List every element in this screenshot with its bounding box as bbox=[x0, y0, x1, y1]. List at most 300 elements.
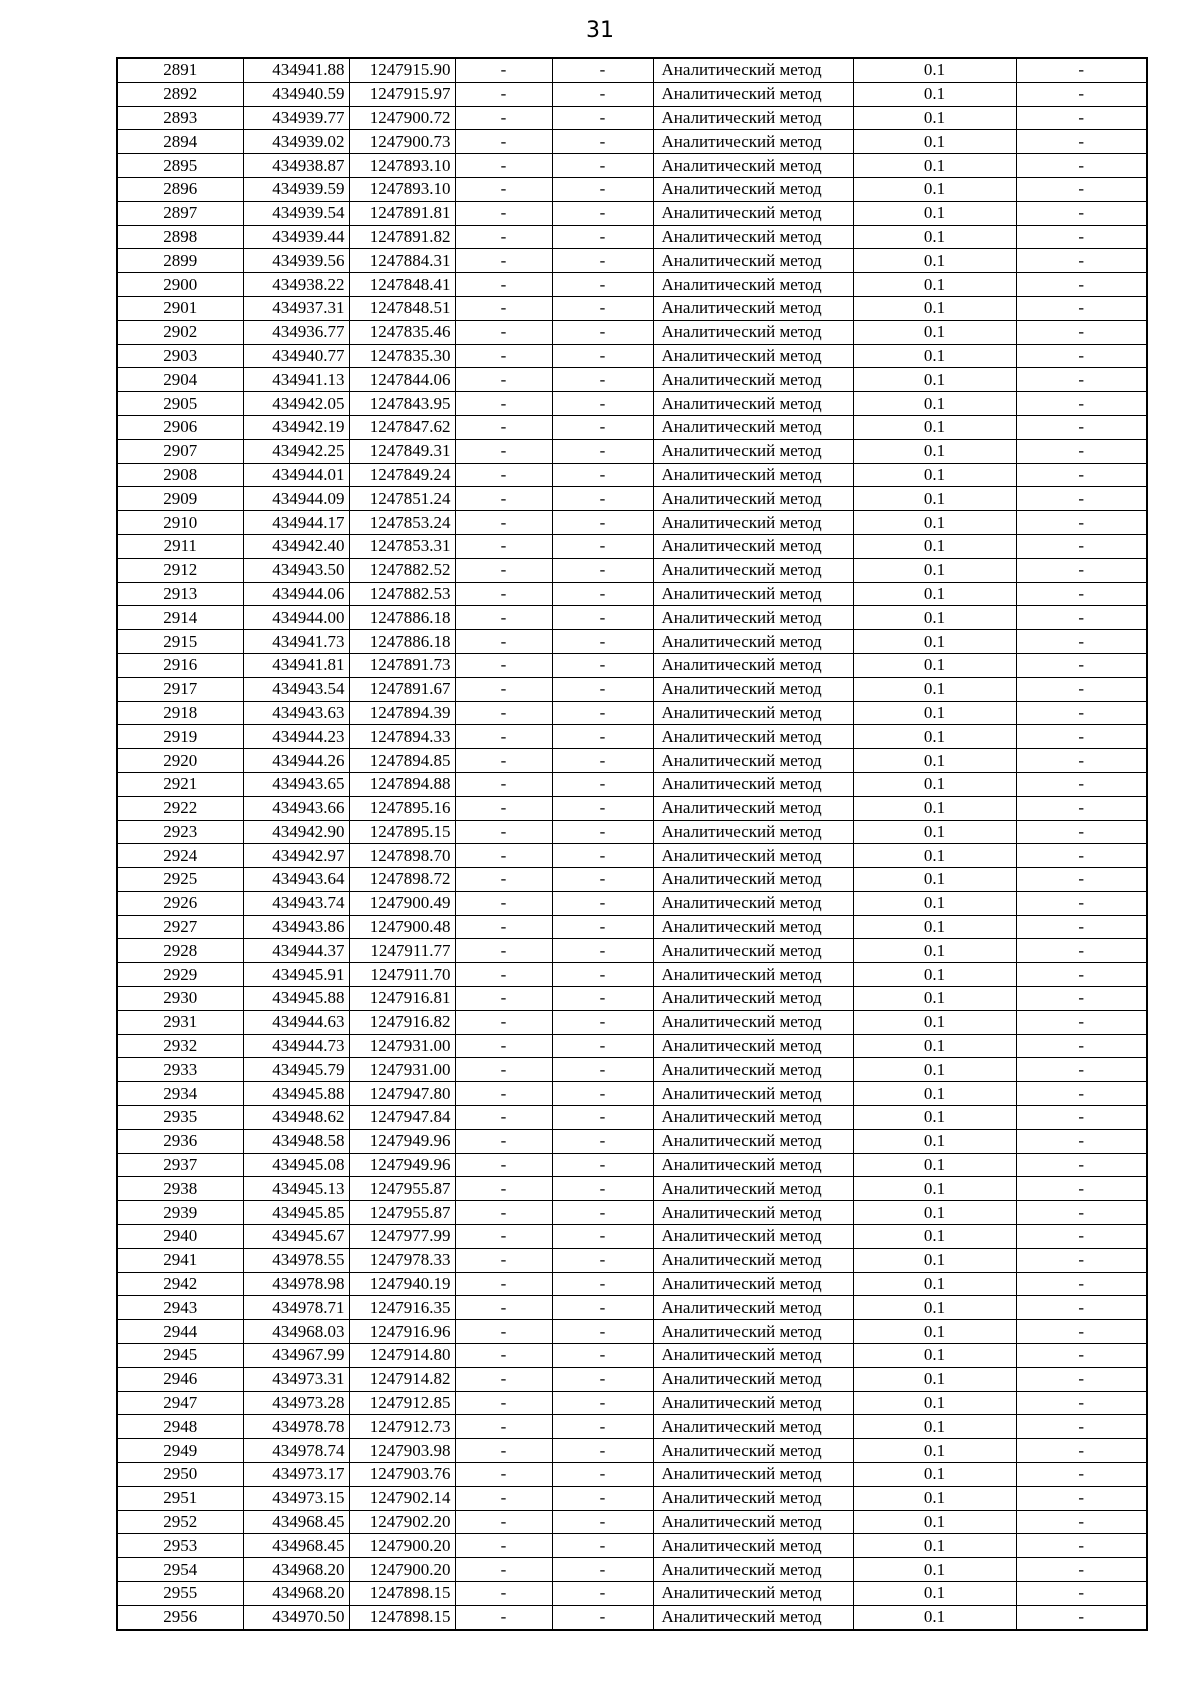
point-number-cell: 2929 bbox=[117, 963, 243, 987]
table-row bbox=[117, 1225, 1147, 1249]
empty-value-cell: - bbox=[455, 1034, 552, 1058]
empty-value-cell: - bbox=[455, 463, 552, 487]
empty-value-cell: - bbox=[1016, 558, 1147, 582]
empty-value-cell: - bbox=[1016, 1296, 1147, 1320]
empty-value-cell: - bbox=[455, 154, 552, 178]
table-row bbox=[117, 582, 1147, 606]
x-coordinate-cell: 434968.45 bbox=[243, 1510, 349, 1534]
empty-value-cell: - bbox=[552, 1248, 653, 1272]
empty-value-cell: - bbox=[455, 1153, 552, 1177]
table-row bbox=[117, 939, 1147, 963]
x-coordinate-cell: 434973.28 bbox=[243, 1391, 349, 1415]
y-coordinate-cell: 1247900.20 bbox=[349, 1558, 455, 1582]
method-cell: Аналитический метод bbox=[653, 1248, 853, 1272]
empty-value-cell: - bbox=[455, 177, 552, 201]
table-row bbox=[117, 1153, 1147, 1177]
empty-value-cell: - bbox=[1016, 772, 1147, 796]
accuracy-cell: 0.1 bbox=[853, 1106, 1016, 1130]
empty-value-cell: - bbox=[455, 939, 552, 963]
empty-value-cell: - bbox=[1016, 1367, 1147, 1391]
point-number-cell: 2948 bbox=[117, 1415, 243, 1439]
table-row bbox=[117, 701, 1147, 725]
x-coordinate-cell: 434941.88 bbox=[243, 58, 349, 82]
empty-value-cell: - bbox=[1016, 677, 1147, 701]
y-coordinate-cell: 1247902.20 bbox=[349, 1510, 455, 1534]
x-coordinate-cell: 434945.88 bbox=[243, 987, 349, 1011]
point-number-cell: 2904 bbox=[117, 368, 243, 392]
method-cell: Аналитический метод bbox=[653, 1415, 853, 1439]
table-row bbox=[117, 106, 1147, 130]
table-row bbox=[117, 1486, 1147, 1510]
table-row bbox=[117, 891, 1147, 915]
empty-value-cell: - bbox=[1016, 1320, 1147, 1344]
accuracy-cell: 0.1 bbox=[853, 1058, 1016, 1082]
empty-value-cell: - bbox=[552, 1296, 653, 1320]
empty-value-cell: - bbox=[1016, 487, 1147, 511]
accuracy-cell: 0.1 bbox=[853, 130, 1016, 154]
point-number-cell: 2893 bbox=[117, 106, 243, 130]
empty-value-cell: - bbox=[552, 511, 653, 535]
y-coordinate-cell: 1247949.96 bbox=[349, 1153, 455, 1177]
x-coordinate-cell: 434941.81 bbox=[243, 653, 349, 677]
empty-value-cell: - bbox=[552, 1439, 653, 1463]
x-coordinate-cell: 434944.00 bbox=[243, 606, 349, 630]
empty-value-cell: - bbox=[455, 1177, 552, 1201]
table-row bbox=[117, 344, 1147, 368]
point-number-cell: 2930 bbox=[117, 987, 243, 1011]
accuracy-cell: 0.1 bbox=[853, 582, 1016, 606]
point-number-cell: 2944 bbox=[117, 1320, 243, 1344]
empty-value-cell: - bbox=[455, 273, 552, 297]
empty-value-cell: - bbox=[1016, 796, 1147, 820]
point-number-cell: 2936 bbox=[117, 1129, 243, 1153]
empty-value-cell: - bbox=[455, 582, 552, 606]
table-row bbox=[117, 1129, 1147, 1153]
accuracy-cell: 0.1 bbox=[853, 915, 1016, 939]
accuracy-cell: 0.1 bbox=[853, 1034, 1016, 1058]
y-coordinate-cell: 1247893.10 bbox=[349, 154, 455, 178]
accuracy-cell: 0.1 bbox=[853, 1367, 1016, 1391]
empty-value-cell: - bbox=[552, 725, 653, 749]
x-coordinate-cell: 434968.20 bbox=[243, 1558, 349, 1582]
empty-value-cell: - bbox=[1016, 915, 1147, 939]
y-coordinate-cell: 1247849.31 bbox=[349, 439, 455, 463]
empty-value-cell: - bbox=[552, 1177, 653, 1201]
point-number-cell: 2918 bbox=[117, 701, 243, 725]
empty-value-cell: - bbox=[552, 1129, 653, 1153]
accuracy-cell: 0.1 bbox=[853, 1225, 1016, 1249]
y-coordinate-cell: 1247900.20 bbox=[349, 1534, 455, 1558]
y-coordinate-cell: 1247895.16 bbox=[349, 796, 455, 820]
y-coordinate-cell: 1247893.10 bbox=[349, 177, 455, 201]
empty-value-cell: - bbox=[1016, 1034, 1147, 1058]
y-coordinate-cell: 1247882.52 bbox=[349, 558, 455, 582]
point-number-cell: 2913 bbox=[117, 582, 243, 606]
table-row bbox=[117, 249, 1147, 273]
point-number-cell: 2905 bbox=[117, 392, 243, 416]
point-number-cell: 2897 bbox=[117, 201, 243, 225]
empty-value-cell: - bbox=[552, 987, 653, 1011]
x-coordinate-cell: 434943.86 bbox=[243, 915, 349, 939]
method-cell: Аналитический метод bbox=[653, 511, 853, 535]
table-body bbox=[117, 58, 1147, 1630]
empty-value-cell: - bbox=[1016, 249, 1147, 273]
accuracy-cell: 0.1 bbox=[853, 392, 1016, 416]
y-coordinate-cell: 1247977.99 bbox=[349, 1225, 455, 1249]
empty-value-cell: - bbox=[552, 844, 653, 868]
accuracy-cell: 0.1 bbox=[853, 1272, 1016, 1296]
y-coordinate-cell: 1247835.30 bbox=[349, 344, 455, 368]
x-coordinate-cell: 434939.02 bbox=[243, 130, 349, 154]
x-coordinate-cell: 434943.64 bbox=[243, 868, 349, 892]
accuracy-cell: 0.1 bbox=[853, 58, 1016, 82]
method-cell: Аналитический метод bbox=[653, 1153, 853, 1177]
accuracy-cell: 0.1 bbox=[853, 749, 1016, 773]
method-cell: Аналитический метод bbox=[653, 1129, 853, 1153]
table-row bbox=[117, 368, 1147, 392]
empty-value-cell: - bbox=[552, 1225, 653, 1249]
point-number-cell: 2953 bbox=[117, 1534, 243, 1558]
empty-value-cell: - bbox=[1016, 1082, 1147, 1106]
empty-value-cell: - bbox=[552, 1582, 653, 1606]
y-coordinate-cell: 1247916.81 bbox=[349, 987, 455, 1011]
accuracy-cell: 0.1 bbox=[853, 1463, 1016, 1487]
empty-value-cell: - bbox=[1016, 273, 1147, 297]
empty-value-cell: - bbox=[552, 296, 653, 320]
table-row bbox=[117, 653, 1147, 677]
empty-value-cell: - bbox=[455, 1367, 552, 1391]
empty-value-cell: - bbox=[552, 58, 653, 82]
point-number-cell: 2924 bbox=[117, 844, 243, 868]
method-cell: Аналитический метод bbox=[653, 939, 853, 963]
empty-value-cell: - bbox=[455, 725, 552, 749]
y-coordinate-cell: 1247955.87 bbox=[349, 1201, 455, 1225]
empty-value-cell: - bbox=[1016, 1582, 1147, 1606]
x-coordinate-cell: 434939.44 bbox=[243, 225, 349, 249]
empty-value-cell: - bbox=[455, 1415, 552, 1439]
empty-value-cell: - bbox=[1016, 749, 1147, 773]
accuracy-cell: 0.1 bbox=[853, 225, 1016, 249]
empty-value-cell: - bbox=[552, 749, 653, 773]
empty-value-cell: - bbox=[552, 177, 653, 201]
empty-value-cell: - bbox=[552, 606, 653, 630]
y-coordinate-cell: 1247851.24 bbox=[349, 487, 455, 511]
method-cell: Аналитический метод bbox=[653, 487, 853, 511]
table-row bbox=[117, 154, 1147, 178]
accuracy-cell: 0.1 bbox=[853, 487, 1016, 511]
y-coordinate-cell: 1247891.81 bbox=[349, 201, 455, 225]
point-number-cell: 2926 bbox=[117, 891, 243, 915]
empty-value-cell: - bbox=[1016, 891, 1147, 915]
table-row bbox=[117, 868, 1147, 892]
y-coordinate-cell: 1247848.51 bbox=[349, 296, 455, 320]
accuracy-cell: 0.1 bbox=[853, 772, 1016, 796]
empty-value-cell: - bbox=[1016, 1248, 1147, 1272]
x-coordinate-cell: 434948.62 bbox=[243, 1106, 349, 1130]
table-row bbox=[117, 225, 1147, 249]
point-number-cell: 2899 bbox=[117, 249, 243, 273]
y-coordinate-cell: 1247847.62 bbox=[349, 415, 455, 439]
accuracy-cell: 0.1 bbox=[853, 796, 1016, 820]
empty-value-cell: - bbox=[455, 1558, 552, 1582]
empty-value-cell: - bbox=[1016, 177, 1147, 201]
empty-value-cell: - bbox=[552, 1344, 653, 1368]
empty-value-cell: - bbox=[1016, 463, 1147, 487]
point-number-cell: 2900 bbox=[117, 273, 243, 297]
accuracy-cell: 0.1 bbox=[853, 320, 1016, 344]
method-cell: Аналитический метод bbox=[653, 1177, 853, 1201]
table-row bbox=[117, 392, 1147, 416]
empty-value-cell: - bbox=[1016, 1605, 1147, 1629]
accuracy-cell: 0.1 bbox=[853, 1510, 1016, 1534]
point-number-cell: 2947 bbox=[117, 1391, 243, 1415]
method-cell: Аналитический метод bbox=[653, 1344, 853, 1368]
empty-value-cell: - bbox=[455, 1058, 552, 1082]
table-row bbox=[117, 1510, 1147, 1534]
table-row bbox=[117, 1320, 1147, 1344]
method-cell: Аналитический метод bbox=[653, 1439, 853, 1463]
empty-value-cell: - bbox=[1016, 320, 1147, 344]
empty-value-cell: - bbox=[455, 677, 552, 701]
empty-value-cell: - bbox=[552, 963, 653, 987]
empty-value-cell: - bbox=[1016, 1272, 1147, 1296]
empty-value-cell: - bbox=[1016, 725, 1147, 749]
empty-value-cell: - bbox=[552, 1486, 653, 1510]
table-row bbox=[117, 725, 1147, 749]
empty-value-cell: - bbox=[1016, 844, 1147, 868]
table-row bbox=[117, 844, 1147, 868]
method-cell: Аналитический метод bbox=[653, 582, 853, 606]
empty-value-cell: - bbox=[1016, 1058, 1147, 1082]
empty-value-cell: - bbox=[552, 225, 653, 249]
method-cell: Аналитический метод bbox=[653, 58, 853, 82]
x-coordinate-cell: 434978.98 bbox=[243, 1272, 349, 1296]
x-coordinate-cell: 434939.56 bbox=[243, 249, 349, 273]
y-coordinate-cell: 1247898.70 bbox=[349, 844, 455, 868]
y-coordinate-cell: 1247894.39 bbox=[349, 701, 455, 725]
table-row bbox=[117, 463, 1147, 487]
empty-value-cell: - bbox=[455, 320, 552, 344]
accuracy-cell: 0.1 bbox=[853, 511, 1016, 535]
method-cell: Аналитический метод bbox=[653, 1010, 853, 1034]
method-cell: Аналитический метод bbox=[653, 606, 853, 630]
point-number-cell: 2908 bbox=[117, 463, 243, 487]
point-number-cell: 2911 bbox=[117, 534, 243, 558]
accuracy-cell: 0.1 bbox=[853, 844, 1016, 868]
accuracy-cell: 0.1 bbox=[853, 701, 1016, 725]
x-coordinate-cell: 434945.13 bbox=[243, 1177, 349, 1201]
y-coordinate-cell: 1247895.15 bbox=[349, 820, 455, 844]
empty-value-cell: - bbox=[455, 249, 552, 273]
accuracy-cell: 0.1 bbox=[853, 1129, 1016, 1153]
point-number-cell: 2920 bbox=[117, 749, 243, 773]
method-cell: Аналитический метод bbox=[653, 749, 853, 773]
empty-value-cell: - bbox=[455, 439, 552, 463]
point-number-cell: 2940 bbox=[117, 1225, 243, 1249]
accuracy-cell: 0.1 bbox=[853, 273, 1016, 297]
accuracy-cell: 0.1 bbox=[853, 868, 1016, 892]
table-row bbox=[117, 630, 1147, 654]
empty-value-cell: - bbox=[552, 915, 653, 939]
empty-value-cell: - bbox=[455, 1106, 552, 1130]
table-row bbox=[117, 1010, 1147, 1034]
point-number-cell: 2942 bbox=[117, 1272, 243, 1296]
accuracy-cell: 0.1 bbox=[853, 82, 1016, 106]
empty-value-cell: - bbox=[455, 296, 552, 320]
point-number-cell: 2922 bbox=[117, 796, 243, 820]
empty-value-cell: - bbox=[552, 1106, 653, 1130]
point-number-cell: 2932 bbox=[117, 1034, 243, 1058]
empty-value-cell: - bbox=[455, 1248, 552, 1272]
table-row bbox=[117, 58, 1147, 82]
y-coordinate-cell: 1247843.95 bbox=[349, 392, 455, 416]
empty-value-cell: - bbox=[1016, 225, 1147, 249]
empty-value-cell: - bbox=[455, 844, 552, 868]
table-row bbox=[117, 1415, 1147, 1439]
empty-value-cell: - bbox=[552, 1558, 653, 1582]
accuracy-cell: 0.1 bbox=[853, 1344, 1016, 1368]
point-number-cell: 2946 bbox=[117, 1367, 243, 1391]
x-coordinate-cell: 434944.73 bbox=[243, 1034, 349, 1058]
point-number-cell: 2902 bbox=[117, 320, 243, 344]
accuracy-cell: 0.1 bbox=[853, 963, 1016, 987]
accuracy-cell: 0.1 bbox=[853, 201, 1016, 225]
y-coordinate-cell: 1247900.73 bbox=[349, 130, 455, 154]
accuracy-cell: 0.1 bbox=[853, 891, 1016, 915]
x-coordinate-cell: 434943.63 bbox=[243, 701, 349, 725]
y-coordinate-cell: 1247902.14 bbox=[349, 1486, 455, 1510]
y-coordinate-cell: 1247900.72 bbox=[349, 106, 455, 130]
empty-value-cell: - bbox=[455, 772, 552, 796]
empty-value-cell: - bbox=[455, 987, 552, 1011]
empty-value-cell: - bbox=[1016, 582, 1147, 606]
empty-value-cell: - bbox=[455, 1010, 552, 1034]
y-coordinate-cell: 1247891.73 bbox=[349, 653, 455, 677]
y-coordinate-cell: 1247915.90 bbox=[349, 58, 455, 82]
empty-value-cell: - bbox=[455, 106, 552, 130]
empty-value-cell: - bbox=[1016, 1153, 1147, 1177]
table-row bbox=[117, 1534, 1147, 1558]
x-coordinate-cell: 434936.77 bbox=[243, 320, 349, 344]
method-cell: Аналитический метод bbox=[653, 1463, 853, 1487]
table-row bbox=[117, 1058, 1147, 1082]
method-cell: Аналитический метод bbox=[653, 154, 853, 178]
y-coordinate-cell: 1247903.76 bbox=[349, 1463, 455, 1487]
empty-value-cell: - bbox=[552, 1605, 653, 1629]
empty-value-cell: - bbox=[552, 534, 653, 558]
coordinates-table bbox=[116, 57, 1148, 1631]
empty-value-cell: - bbox=[552, 868, 653, 892]
empty-value-cell: - bbox=[552, 1272, 653, 1296]
empty-value-cell: - bbox=[1016, 201, 1147, 225]
empty-value-cell: - bbox=[455, 1510, 552, 1534]
empty-value-cell: - bbox=[552, 772, 653, 796]
x-coordinate-cell: 434945.79 bbox=[243, 1058, 349, 1082]
accuracy-cell: 0.1 bbox=[853, 987, 1016, 1011]
point-number-cell: 2951 bbox=[117, 1486, 243, 1510]
y-coordinate-cell: 1247903.98 bbox=[349, 1439, 455, 1463]
point-number-cell: 2901 bbox=[117, 296, 243, 320]
method-cell: Аналитический метод bbox=[653, 915, 853, 939]
table-row bbox=[117, 82, 1147, 106]
table-row bbox=[117, 320, 1147, 344]
y-coordinate-cell: 1247891.67 bbox=[349, 677, 455, 701]
accuracy-cell: 0.1 bbox=[853, 1534, 1016, 1558]
empty-value-cell: - bbox=[552, 392, 653, 416]
x-coordinate-cell: 434945.67 bbox=[243, 1225, 349, 1249]
y-coordinate-cell: 1247911.70 bbox=[349, 963, 455, 987]
y-coordinate-cell: 1247931.00 bbox=[349, 1058, 455, 1082]
accuracy-cell: 0.1 bbox=[853, 534, 1016, 558]
point-number-cell: 2952 bbox=[117, 1510, 243, 1534]
empty-value-cell: - bbox=[552, 130, 653, 154]
empty-value-cell: - bbox=[1016, 368, 1147, 392]
accuracy-cell: 0.1 bbox=[853, 1010, 1016, 1034]
x-coordinate-cell: 434970.50 bbox=[243, 1605, 349, 1629]
empty-value-cell: - bbox=[1016, 392, 1147, 416]
method-cell: Аналитический метод bbox=[653, 963, 853, 987]
method-cell: Аналитический метод bbox=[653, 177, 853, 201]
x-coordinate-cell: 434943.50 bbox=[243, 558, 349, 582]
method-cell: Аналитический метод bbox=[653, 820, 853, 844]
table-row bbox=[117, 1344, 1147, 1368]
table-row bbox=[117, 534, 1147, 558]
empty-value-cell: - bbox=[455, 820, 552, 844]
empty-value-cell: - bbox=[552, 463, 653, 487]
empty-value-cell: - bbox=[552, 1415, 653, 1439]
empty-value-cell: - bbox=[455, 1391, 552, 1415]
table-row bbox=[117, 677, 1147, 701]
empty-value-cell: - bbox=[1016, 1415, 1147, 1439]
y-coordinate-cell: 1247898.72 bbox=[349, 868, 455, 892]
empty-value-cell: - bbox=[552, 1534, 653, 1558]
y-coordinate-cell: 1247940.19 bbox=[349, 1272, 455, 1296]
method-cell: Аналитический метод bbox=[653, 677, 853, 701]
empty-value-cell: - bbox=[552, 582, 653, 606]
method-cell: Аналитический метод bbox=[653, 320, 853, 344]
x-coordinate-cell: 434938.22 bbox=[243, 273, 349, 297]
empty-value-cell: - bbox=[455, 701, 552, 725]
method-cell: Аналитический метод bbox=[653, 106, 853, 130]
empty-value-cell: - bbox=[552, 677, 653, 701]
point-number-cell: 2931 bbox=[117, 1010, 243, 1034]
x-coordinate-cell: 434944.26 bbox=[243, 749, 349, 773]
table-row bbox=[117, 439, 1147, 463]
empty-value-cell: - bbox=[1016, 1201, 1147, 1225]
method-cell: Аналитический метод bbox=[653, 1201, 853, 1225]
table-row bbox=[117, 130, 1147, 154]
method-cell: Аналитический метод bbox=[653, 725, 853, 749]
y-coordinate-cell: 1247947.80 bbox=[349, 1082, 455, 1106]
accuracy-cell: 0.1 bbox=[853, 415, 1016, 439]
empty-value-cell: - bbox=[552, 1153, 653, 1177]
y-coordinate-cell: 1247853.24 bbox=[349, 511, 455, 535]
x-coordinate-cell: 434939.54 bbox=[243, 201, 349, 225]
x-coordinate-cell: 434968.45 bbox=[243, 1534, 349, 1558]
empty-value-cell: - bbox=[1016, 106, 1147, 130]
x-coordinate-cell: 434943.65 bbox=[243, 772, 349, 796]
x-coordinate-cell: 434973.31 bbox=[243, 1367, 349, 1391]
y-coordinate-cell: 1247835.46 bbox=[349, 320, 455, 344]
table-row bbox=[117, 1248, 1147, 1272]
empty-value-cell: - bbox=[455, 1201, 552, 1225]
x-coordinate-cell: 434942.05 bbox=[243, 392, 349, 416]
point-number-cell: 2949 bbox=[117, 1439, 243, 1463]
empty-value-cell: - bbox=[1016, 630, 1147, 654]
accuracy-cell: 0.1 bbox=[853, 344, 1016, 368]
y-coordinate-cell: 1247848.41 bbox=[349, 273, 455, 297]
x-coordinate-cell: 434939.77 bbox=[243, 106, 349, 130]
